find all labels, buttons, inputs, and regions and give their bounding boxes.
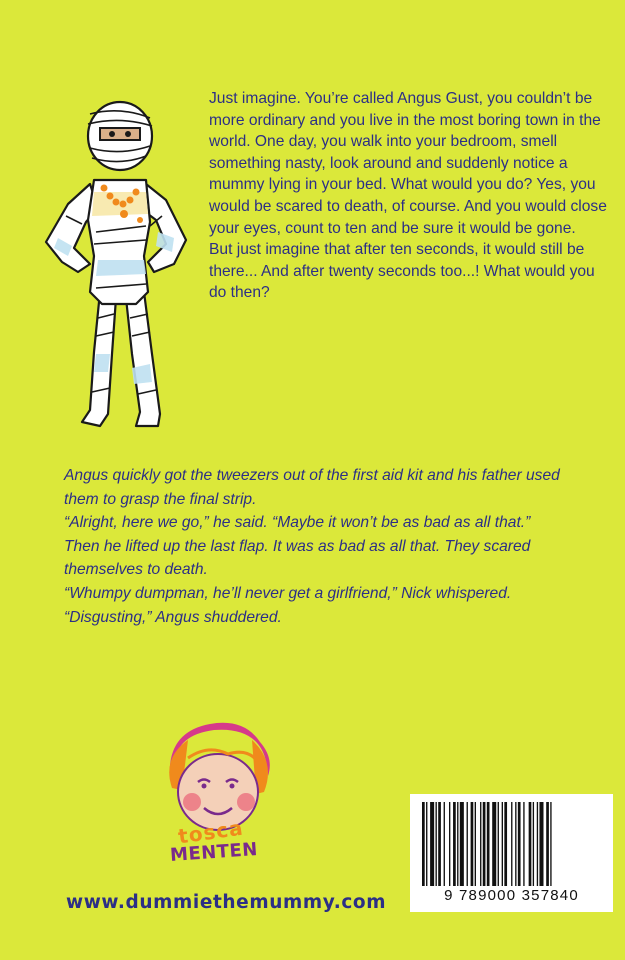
barcode-bar	[515, 802, 516, 886]
barcode-bar	[460, 802, 464, 886]
barcode-bar	[438, 802, 441, 886]
blurb-paragraph-2: But just imagine that after ten seconds, it would still be there... And after twenty seconds too...! What would you do then?	[209, 241, 595, 302]
website-link[interactable]: www.dummiethemummy.com	[66, 892, 387, 913]
barcode-bar	[475, 802, 476, 886]
barcode-bar	[430, 802, 434, 886]
barcode-bar	[483, 802, 486, 886]
logo-text-tosca: tosca	[176, 815, 245, 849]
barcode-bar	[449, 802, 450, 886]
barcode-bar	[480, 802, 481, 886]
barcode-bar	[504, 802, 507, 886]
barcode-bar	[546, 802, 549, 886]
barcode-bar	[492, 802, 496, 886]
isbn-barcode	[410, 794, 613, 912]
barcode-bar	[426, 802, 427, 886]
barcode-bar	[537, 802, 538, 886]
barcode-bar	[444, 802, 445, 886]
barcode-bar	[511, 802, 512, 886]
excerpt-line: Angus quickly got the tweezers out of the first aid kit and his father used them to grasp the final strip.	[64, 467, 560, 508]
blurb-paragraph-1: Just imagine. You’re called Angus Gust, you couldn’t be more ordinary and you live in the most boring town in the world. One day, you walk into your bedroom, smell something nasty, look around and suddenly notice a mummy lying in your bed. What would you do? Yes, you would be scared to death, of course. And you would close your eyes, count to ten and be sure it would be gone.	[209, 90, 607, 237]
barcode-bar	[518, 802, 521, 886]
barcode-bar	[453, 802, 456, 886]
barcode-bars	[422, 802, 602, 886]
barcode-bar	[533, 802, 534, 886]
book-excerpt	[64, 464, 584, 629]
barcode-bar	[523, 802, 524, 886]
barcode-bar	[457, 802, 458, 886]
barcode-bar	[539, 802, 543, 886]
mummy-illustration	[28, 92, 198, 437]
excerpt-line: “Alright, here we go,” he said. “Maybe it won’t be as bad as all that.”	[64, 514, 531, 532]
back-cover-blurb	[209, 88, 609, 304]
isbn-number: 9 789000 357840	[444, 887, 579, 904]
barcode-bar	[471, 802, 474, 886]
author-logo	[148, 718, 288, 878]
barcode-bar	[502, 802, 503, 886]
excerpt-line: Then he lifted up the last flap. It was as bad as all that. They scared themselves to death.	[64, 537, 531, 579]
barcode-bar	[550, 802, 551, 886]
barcode-bar	[498, 802, 499, 886]
barcode-bar	[422, 802, 425, 886]
logo-text-menten: MENTEN	[169, 838, 259, 867]
excerpt-line: “Disgusting,” Angus shuddered.	[64, 608, 282, 626]
barcode-bar	[436, 802, 437, 886]
barcode-bar	[529, 802, 532, 886]
excerpt-line: “Whumpy dumpman, he’ll never get a girlfriend,” Nick whispered.	[64, 584, 512, 602]
barcode-bar	[487, 802, 490, 886]
barcode-bar	[467, 802, 468, 886]
